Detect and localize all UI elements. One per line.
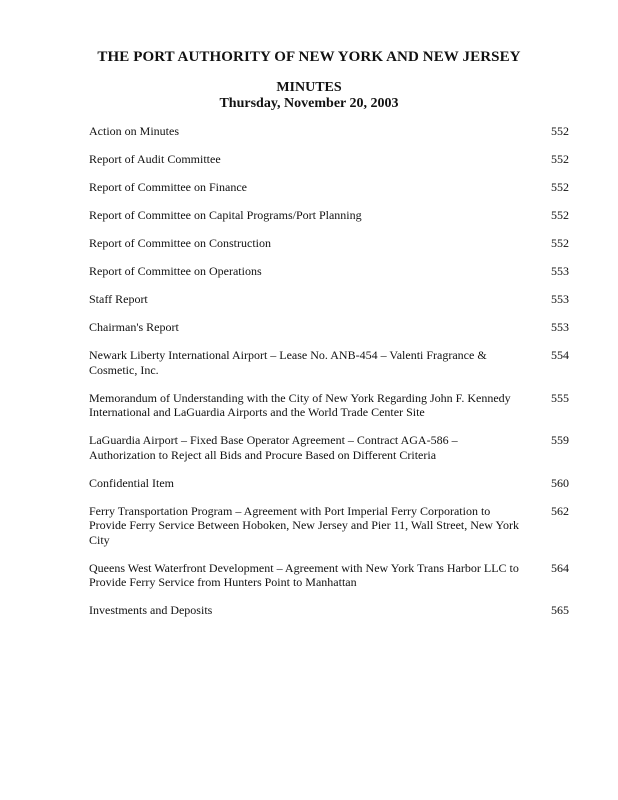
toc-entry-page: 553 [551, 320, 569, 334]
toc-entry [89, 320, 569, 335]
toc-entry-page: 562 [551, 503, 569, 518]
toc-entry [89, 476, 569, 491]
meeting-date: Thursday, November 20, 2003 [219, 96, 399, 111]
toc-entry [89, 152, 569, 167]
toc-entry-title: Report of Audit Committee [89, 152, 221, 166]
toc-entry-title: Newark Liberty International Airport – Lease No. ANB-454 – Valenti Fragrance & Cosmetic, Inc. [89, 348, 487, 377]
toc-entry-page: 553 [551, 292, 569, 306]
toc-entry-title: Chairman's Report [89, 320, 179, 334]
toc-entry-page: 552 [551, 236, 569, 250]
toc-entry-page: 555 [551, 390, 569, 405]
toc-entry [89, 264, 569, 279]
toc-entry-page: 552 [551, 124, 569, 138]
toc-entry-page: 560 [551, 475, 569, 490]
toc-entry-page: 552 [551, 180, 569, 194]
toc-entry-title: Ferry Transportation Program – Agreement with Port Imperial Ferry Corporation to Provide Ferry Service Between Hoboken, New Jersey and Pier 11, Wall Street, New York City [89, 503, 519, 547]
toc-entry-title: Action on Minutes [89, 124, 179, 138]
toc-entry-page: 553 [551, 264, 569, 278]
toc-entry [89, 504, 569, 548]
toc-entry [89, 433, 569, 462]
toc-entry-title: Confidential Item [89, 475, 174, 490]
toc-entry [89, 236, 569, 251]
toc-entry-title: Memorandum of Understanding with the City of New York Regarding John F. Kennedy International and LaGuardia Airports and the World Trade Center Site [89, 390, 511, 419]
toc-entry-page: 554 [551, 348, 569, 362]
document-heading: MINUTES [276, 80, 342, 95]
toc-entry-title: Investments and Deposits [89, 603, 213, 617]
toc-entry-title: Queens West Waterfront Development – Agreement with New York Trans Harbor LLC to Provide Ferry Service from Hunters Point to Manhattan [89, 560, 519, 589]
toc-entry [89, 391, 569, 420]
toc-entry-title: Report of Committee on Capital Programs/Port Planning [89, 208, 362, 222]
toc-entry-title: Report of Committee on Finance [89, 180, 247, 194]
toc-entry-title: Report of Committee on Construction [89, 236, 271, 250]
toc-entry [89, 124, 569, 139]
toc-entry [89, 348, 569, 377]
toc-entry-page: 559 [551, 433, 569, 447]
toc-entry [89, 180, 569, 195]
table-of-contents [89, 124, 569, 631]
toc-entry [89, 561, 569, 590]
toc-entry-page: 552 [551, 208, 569, 222]
toc-entry-page: 552 [551, 152, 569, 166]
toc-entry-page: 565 [551, 603, 569, 617]
toc-entry-page: 564 [551, 560, 569, 575]
toc-entry-title: Staff Report [89, 292, 148, 306]
toc-entry [89, 603, 569, 618]
toc-entry [89, 208, 569, 223]
toc-entry-title: Report of Committee on Operations [89, 264, 262, 278]
organization-title: THE PORT AUTHORITY OF NEW YORK AND NEW JERSEY [97, 49, 521, 65]
toc-entry [89, 292, 569, 307]
toc-entry-title: LaGuardia Airport – Fixed Base Operator Agreement – Contract AGA-586 – Authorization to Reject all Bids and Procure Based on Different Criteria [89, 433, 458, 462]
